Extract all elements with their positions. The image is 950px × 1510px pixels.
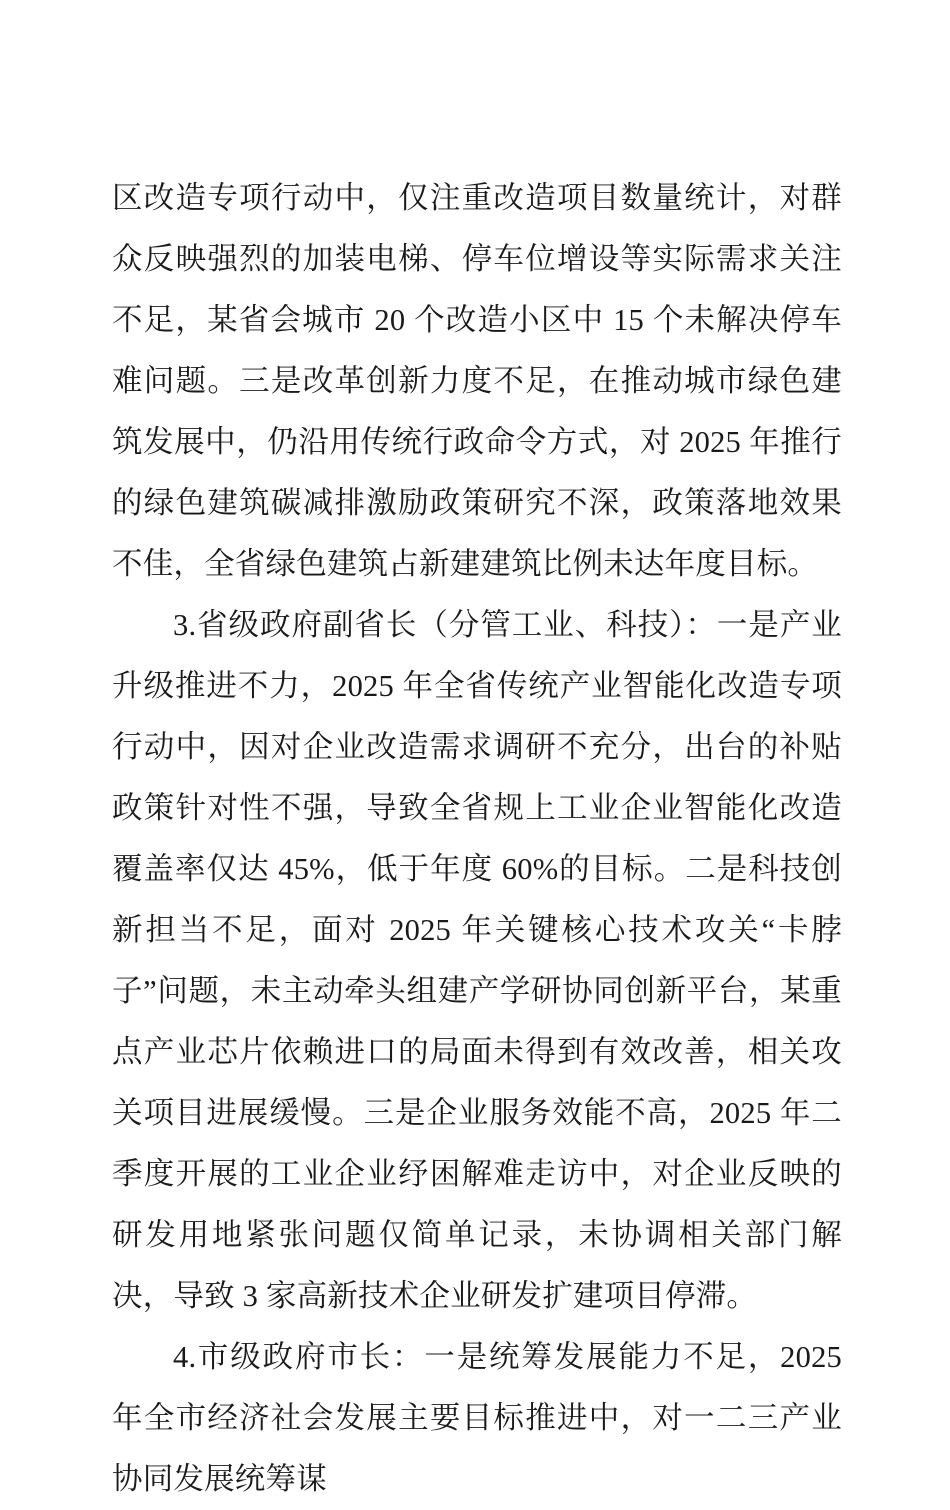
document-body xyxy=(112,168,842,1510)
paragraph-item-4: 4.市级政府市长：一是统筹发展能力不足，2025 年全市经济社会发展主要目标推进中，对一二三产业协同发展统筹谋 xyxy=(112,1340,842,1496)
paragraph-continuation: 区改造专项行动中，仅注重改造项目数量统计，对群众反映强烈的加装电梯、停车位增设等实际需求关注不足，某省会城市 20 个改造小区中 15 个未解决停车难问题。三是改革创新力度不足，在推动城市绿色建筑发展中，仍沿用传统行政命令方式，对 2025 年推行的绿色建筑碳减排激励政策研究不深，政策落地效果不佳，全省绿色建筑占新建建筑比例未达年度目标。 xyxy=(112,181,842,581)
paragraph-item-3: 3.省级政府副省长（分管工业、科技）：一是产业升级推进不力，2025 年全省传统产业智能化改造专项行动中，因对企业改造需求调研不充分，出台的补贴政策针对性不强，导致全省规上工业企业智能化改造覆盖率仅达 45%，低于年度 60%的目标。二是科技创新担当不足，面对 2025 年关键核心技术攻关“卡脖子”问题，未主动牵头组建产学研协同创新平台，某重点产业芯片依赖进口的局面未得到有效改善，相关攻关项目进展缓慢。三是企业服务效能不高，2025 年二季度开展的工业企业纾困解难走访中，对企业反映的研发用地紧张问题仅简单记录，未协调相关部门解决，导致 3 家高新技术企业研发扩建项目停滞。 xyxy=(112,608,842,1313)
